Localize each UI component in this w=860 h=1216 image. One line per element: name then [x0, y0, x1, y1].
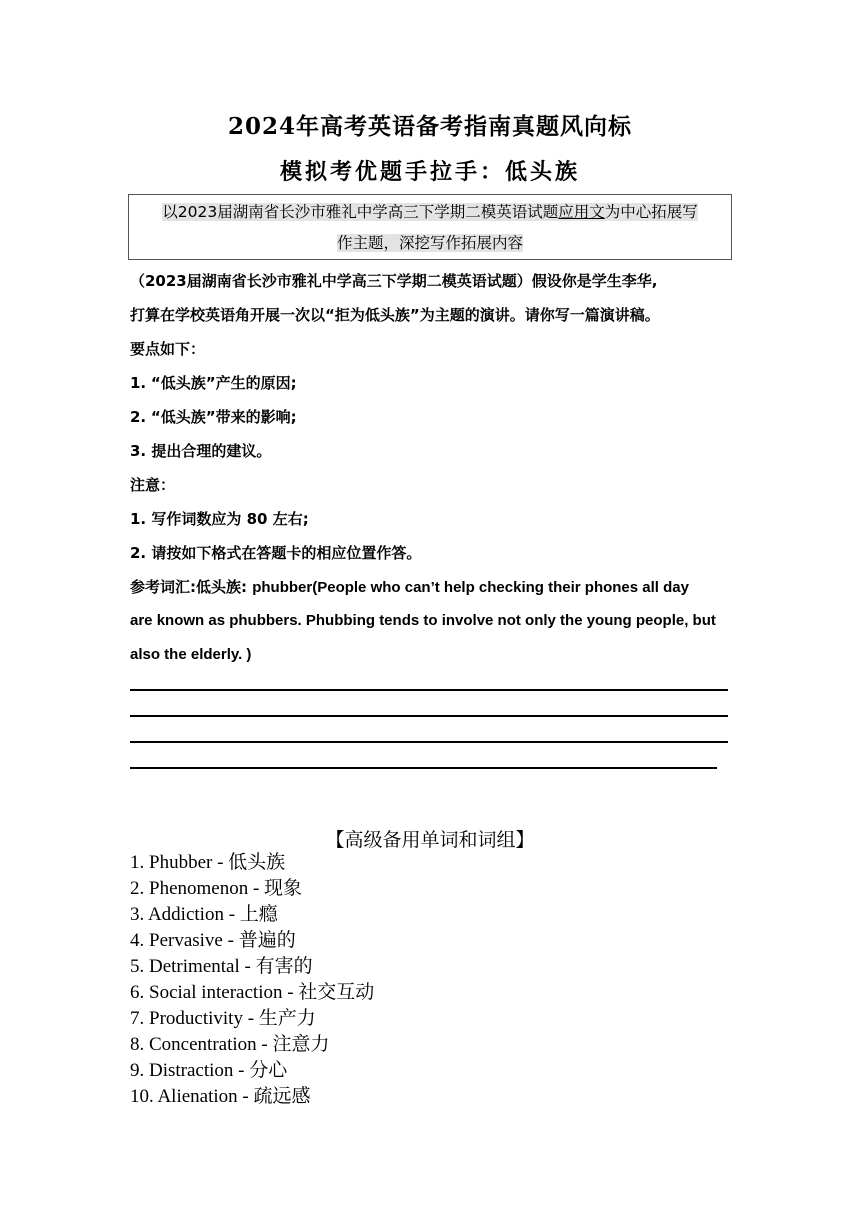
- reference-line-3: also the elderly. ): [130, 646, 252, 663]
- point-2: [130, 400, 297, 434]
- answer-line-4: [130, 767, 717, 769]
- vocab-item: 6. Social interaction - 社交互动: [130, 982, 375, 1003]
- prompt-line-2: 打算在学校英语角开展一次以“拒为低头族”为主题的演讲。请你写一篇演讲稿。: [130, 306, 660, 324]
- prompt-source: （2023届湖南省长沙市雅礼中学高三下学期二模英语试题）: [130, 272, 532, 290]
- point-2-text: “低头族”带来的影响;: [150, 408, 297, 426]
- topic-text-underlined: 应用文: [558, 203, 605, 221]
- prompt-line-3: 要点如下：: [130, 340, 206, 358]
- reference-line-1: [130, 570, 689, 604]
- vocab-item: 9. Distraction - 分心: [130, 1060, 288, 1081]
- note-1-text-a: 写作词数应为: [146, 510, 247, 528]
- answer-line-3: [130, 741, 728, 743]
- vocab-item: 8. Concentration - 注意力: [130, 1034, 330, 1055]
- point-1-text: “低头族”产生的原因;: [150, 374, 297, 392]
- reference-text-1: phubber(People who can’t help checking their phones all day: [252, 579, 689, 596]
- note-2-text: 请按如下格式在答题卡的相应位置作答。: [146, 544, 422, 562]
- note-1-word-count: 80: [246, 510, 268, 528]
- vocab-item: 2. Phenomenon - 现象: [130, 878, 303, 899]
- point-1-number: 1.: [130, 374, 147, 392]
- vocab-item: 7. Productivity - 生产力: [130, 1008, 316, 1029]
- answer-line-2: [130, 715, 728, 717]
- note-1-text-b: 左右;: [267, 510, 309, 528]
- note-1: [130, 502, 309, 536]
- topic-text-1: 以2023届湖南省长沙市雅礼中学高三下学期二模英语试题: [162, 203, 559, 221]
- point-1: [130, 366, 297, 400]
- document-title: 2024年高考英语备考指南真题风向标: [227, 113, 632, 140]
- note-label: 注意：: [130, 476, 176, 494]
- topic-box: [128, 194, 732, 260]
- answer-line-1: [130, 689, 728, 691]
- vocab-item: 4. Pervasive - 普遍的: [130, 930, 296, 951]
- note-1-number: 1.: [130, 510, 147, 528]
- vocab-item: 10. Alienation - 疏远感: [130, 1086, 311, 1107]
- point-3-number: 3.: [130, 442, 147, 460]
- note-2-number: 2.: [130, 544, 147, 562]
- reference-line-2: are known as phubbers. Phubbing tends to involve not only the young people, but: [130, 612, 716, 629]
- point-3-text: 提出合理的建议。: [146, 442, 272, 460]
- document-subtitle: 模拟考优题手拉手：低头族: [279, 159, 580, 185]
- prompt-intro: 假设你是学生李华,: [531, 272, 658, 290]
- topic-text-2: 为中心拓展写: [604, 203, 698, 221]
- point-2-number: 2.: [130, 408, 147, 426]
- note-2: [130, 536, 421, 570]
- reference-label: 参考词汇:低头族:: [130, 578, 253, 596]
- prompt-line-1: [130, 264, 657, 298]
- vocab-list: [130, 850, 374, 1110]
- vocab-item: 3. Addiction - 上瘾: [130, 904, 278, 925]
- vocab-item: 5. Detrimental - 有害的: [130, 956, 313, 977]
- point-3: [130, 434, 271, 468]
- vocab-item: 1. Phubber - 低头族: [130, 852, 286, 873]
- vocab-heading: 【高级备用单词和词组】: [325, 830, 535, 851]
- topic-text-3: 作主题，深挖写作拓展内容: [336, 234, 523, 252]
